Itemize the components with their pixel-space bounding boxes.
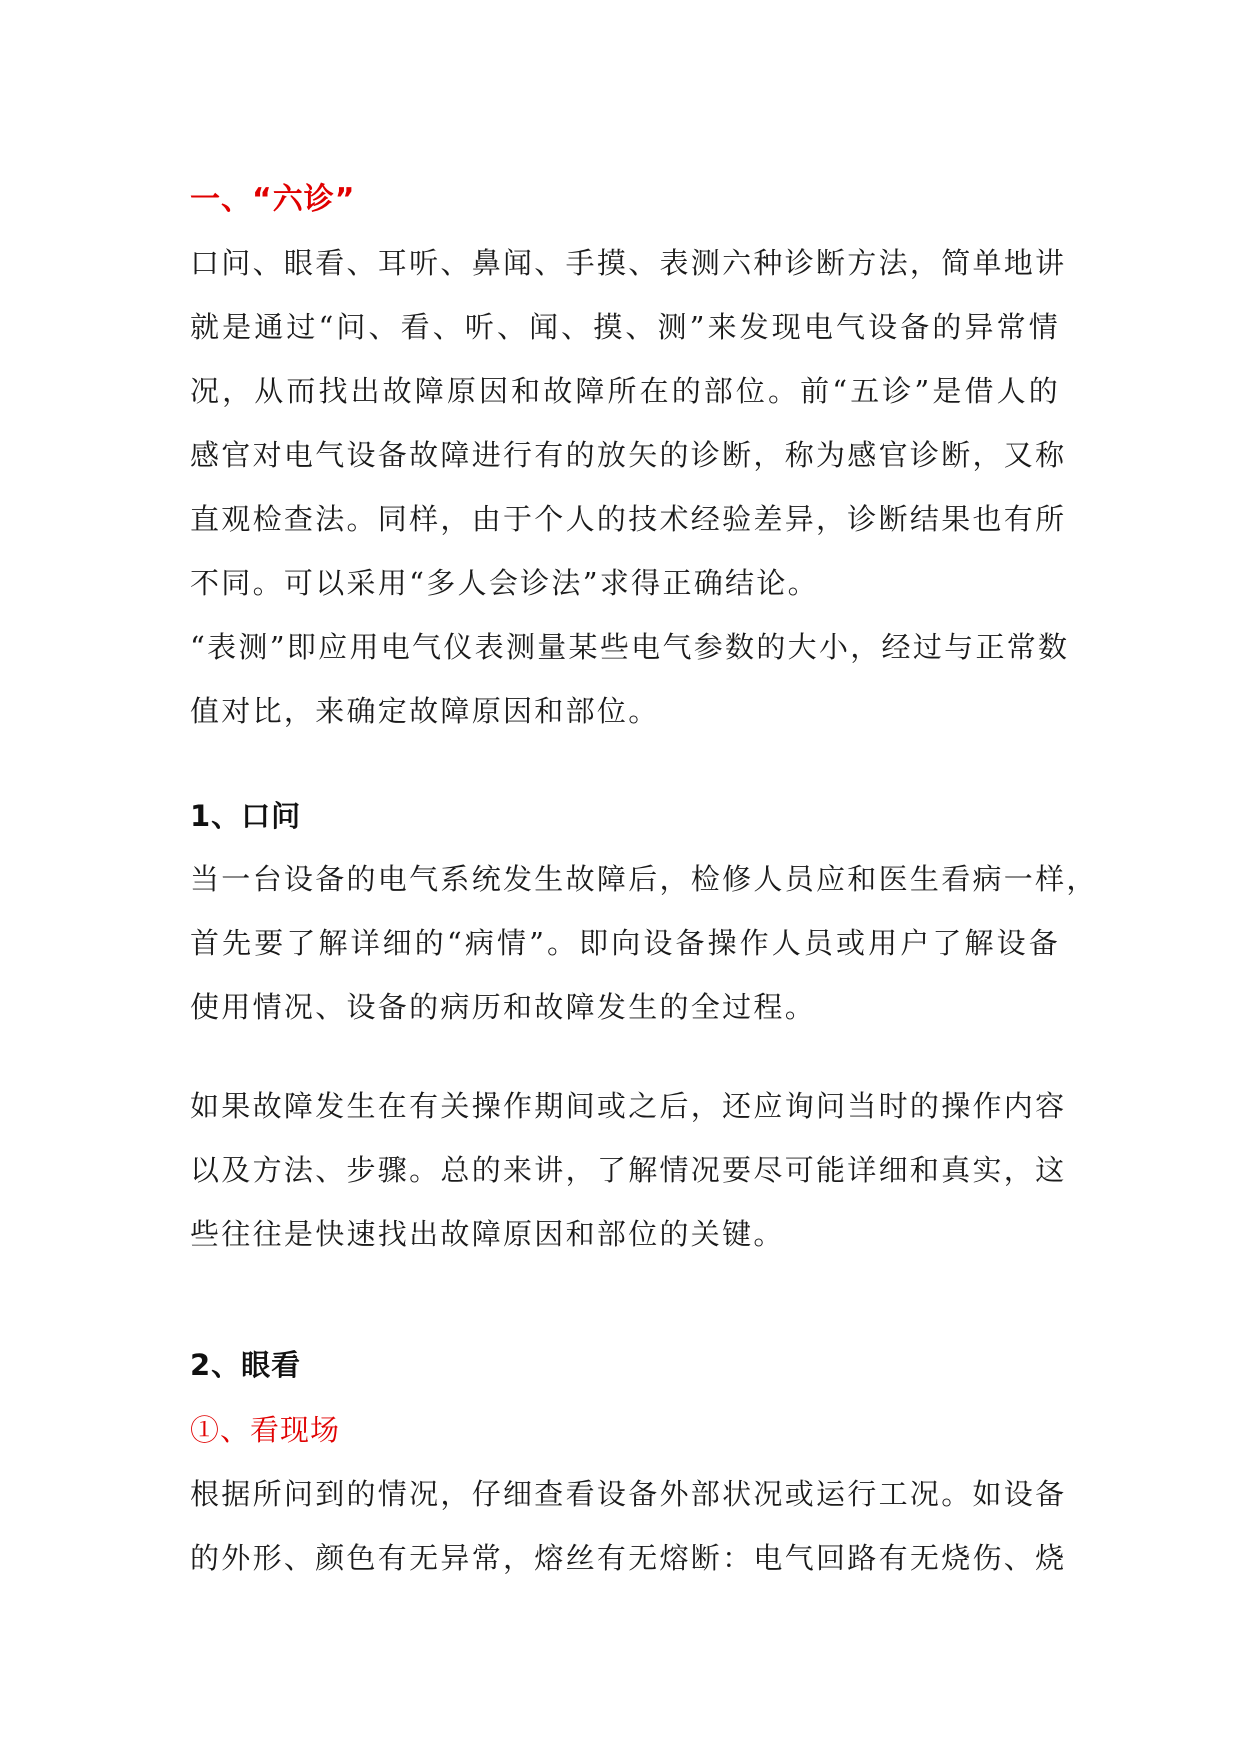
intro-line-2: 就是通过“问、看、听、闻、摸、测”来发现电气设备的异常情 [190, 310, 1060, 344]
intro-line-4: 感官对电气设备故障进行有的放矢的诊断，称为感官诊断，又称 [190, 438, 1067, 472]
intro-line-5: 直观检查法。同样，由于个人的技术经验差异，诊断结果也有所 [190, 502, 1067, 536]
intro-line-6: 不同。可以采用“多人会诊法”求得正确结论。 [190, 566, 819, 600]
intro-line-1: 口问、眼看、耳听、鼻闻、手摸、表测六种诊断方法，简单地讲 [190, 246, 1067, 280]
measure-line-1: “表测”即应用电气仪表测量某些电气参数的大小，经过与正常数 [190, 630, 1070, 664]
item1-para1-line-1: 当一台设备的电气系统发生故障后，检修人员应和医生看病一样， [190, 862, 1098, 896]
item1-para1-line-2: 首先要了解详细的“病情”。即向设备操作人员或用户了解设备 [190, 926, 1060, 960]
item2-sub1-line-1: 根据所问到的情况，仔细查看设备外部状况或运行工况。如设备 [190, 1477, 1067, 1511]
intro-line-3: 况，从而找出故障原因和故障所在的部位。前“五诊”是借人的 [190, 374, 1060, 408]
item2-title: 2、眼看 [190, 1348, 302, 1382]
item1-para2-line-3: 些往往是快速找出故障原因和部位的关键。 [190, 1217, 785, 1251]
section-title: 一、“六诊” [190, 182, 356, 217]
item1-para1-line-3: 使用情况、设备的病历和故障发生的全过程。 [190, 990, 817, 1024]
item1-title: 1、口问 [190, 799, 302, 833]
measure-line-2: 值对比，来确定故障原因和部位。 [190, 694, 660, 728]
item1-para2-line-2: 以及方法、步骤。总的来讲，了解情况要尽可能详细和真实，这 [190, 1153, 1067, 1187]
item2-sub1-line-2: 的外形、颜色有无异常，熔丝有无熔断：电气回路有无烧伤、烧 [190, 1541, 1067, 1575]
item1-para2-line-1: 如果故障发生在有关操作期间或之后，还应询问当时的操作内容 [190, 1089, 1067, 1123]
item2-sub1-title: ①、看现场 [190, 1413, 341, 1447]
